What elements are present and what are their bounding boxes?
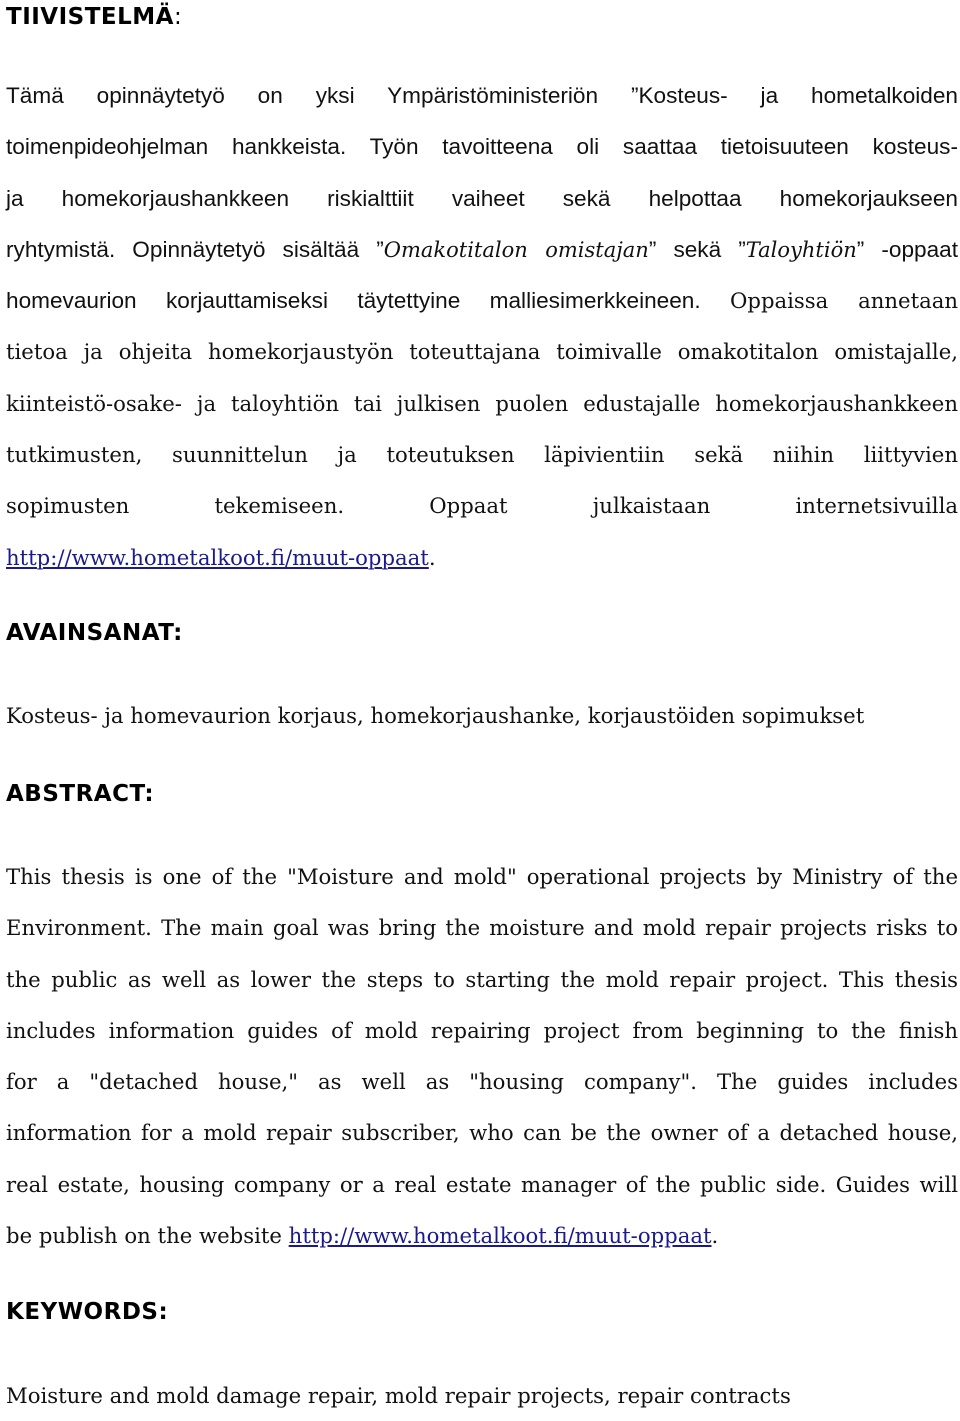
tiivistelma-line-7: kiinteistö-osake- ja taloyhtiön tai julkisen puolen edustajalle homekorjaushankkeen [6, 390, 958, 416]
abstract-line-3: the public as well as lower the steps to starting the mold repair project. This thesis [6, 966, 958, 992]
keywords-heading: KEYWORDS: [6, 1299, 169, 1325]
abstract-url-period: . [711, 1223, 719, 1249]
abstract-line-6: information for a mold repair subscriber, who can be the owner of a detached house, [6, 1120, 958, 1146]
tiivistelma-line-4-a: ryhtymistä. Opinnäytetyö sisältää ” [6, 236, 384, 262]
tiivistelma-heading [6, 4, 182, 30]
abstract-heading: ABSTRACT: [6, 781, 155, 807]
tiivistelma-line-9: sopimusten tekemiseen. Oppaat julkaistaan internetsivuilla [6, 493, 958, 519]
abstract-line-8-prefix: be publish on the website [6, 1223, 289, 1249]
abstract-line-4: includes information guides of mold repairing project from beginning to the finish [6, 1017, 958, 1043]
tiivistelma-line-5-a: homevaurion korjauttamiseksi täytettyine malliesimerkkeineen. [6, 288, 701, 314]
tiivistelma-paragraph [6, 70, 958, 583]
avainsanat-paragraph [6, 690, 958, 741]
tiivistelma-line-4-c: ” sekä ” [648, 236, 746, 262]
tiivistelma-url-period: . [428, 544, 436, 570]
hometalkoot-link-en[interactable]: http://www.hometalkoot.fi/muut-oppaat [288, 1223, 712, 1249]
tiivistelma-line-3: ja homekorjaushankkeen riskialttiit vaiheet sekä helpottaa homekorjaukseen [6, 185, 958, 211]
avainsanat-text: Kosteus- ja homevaurion korjaus, homekorjaushanke, korjaustöiden sopimukset [6, 703, 865, 728]
tiivistelma-line-2: toimenpideohjelman hankkeista. Työn tavoitteena oli saattaa tietoisuuteen kosteus- [6, 134, 958, 160]
abstract-line-7: real estate, housing company or a real estate manager of the public side. Guides will [6, 1171, 958, 1197]
keywords-paragraph [6, 1370, 958, 1421]
abstract-line-2: Environment. The main goal was bring the moisture and mold repair projects risks to [6, 915, 958, 941]
tiivistelma-heading-colon: : [173, 4, 183, 30]
keywords-text: Moisture and mold damage repair, mold repair projects, repair contracts [6, 1383, 791, 1408]
tiivistelma-line-6: tietoa ja ohjeita homekorjaustyön toteuttajana toimivalle omakotitalon omistajalle, [6, 339, 958, 365]
abstract-line-5: for a "detached house," as well as "housing company". The guides includes [6, 1069, 958, 1095]
tiivistelma-line-1: Tämä opinnäytetyö on yksi Ympäristöministeriön ”Kosteus- ja hometalkoiden [6, 83, 958, 108]
avainsanat-heading: AVAINSANAT: [6, 620, 183, 646]
tiivistelma-line-4-e: ” -oppaat [856, 236, 958, 262]
abstract-line-8 [6, 1210, 958, 1261]
guide-title-taloyhtio: Taloyhtiön [745, 237, 857, 262]
tiivistelma-line-8: tutkimusten, suunnittelun ja toteutuksen läpivientiin sekä niihin liittyvien [6, 442, 958, 468]
tiivistelma-line-10 [6, 532, 958, 583]
hometalkoot-link-fi[interactable]: http://www.hometalkoot.fi/muut-oppaat [6, 544, 429, 570]
abstract-paragraph [6, 851, 958, 1261]
tiivistelma-line-5 [6, 275, 958, 326]
tiivistelma-heading-text: TIIVISTELMÄ [6, 4, 174, 30]
abstract-line-1: This thesis is one of the "Moisture and mold" operational projects by Ministry of the [6, 864, 958, 889]
guide-title-omakotitalo: Omakotitalon omistajan [383, 237, 649, 262]
tiivistelma-line-4 [6, 224, 958, 275]
tiivistelma-line-5-b: Oppaissa annetaan [730, 288, 959, 314]
